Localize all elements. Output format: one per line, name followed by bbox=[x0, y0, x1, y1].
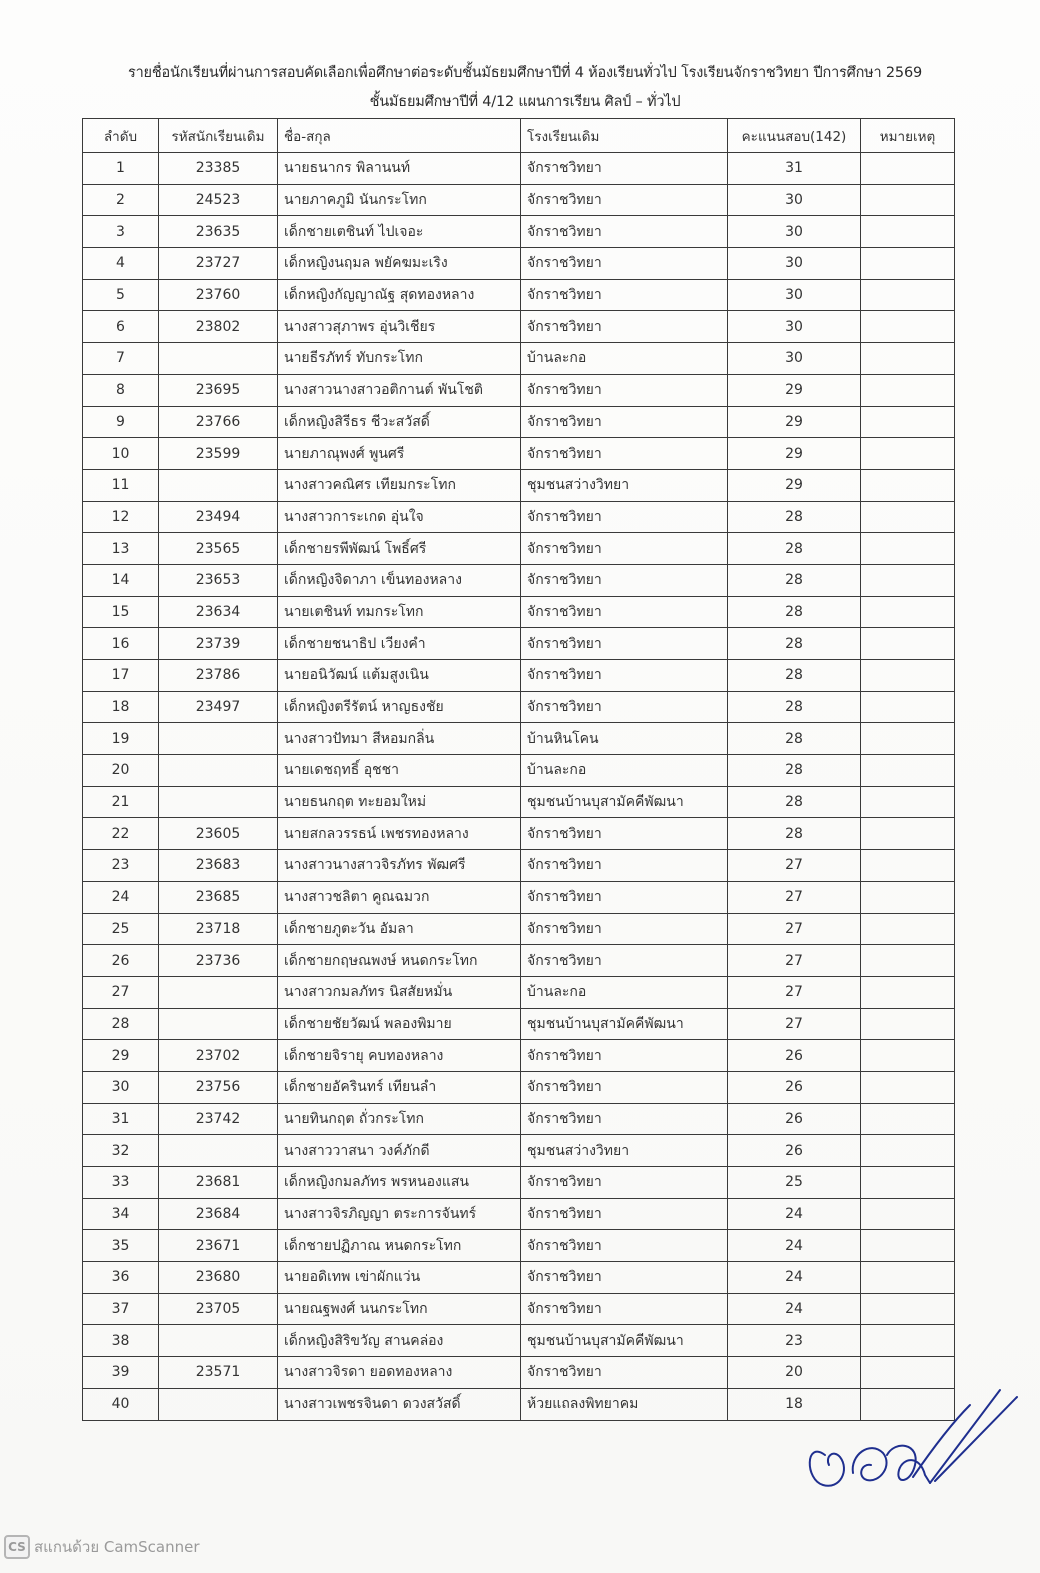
row-student-id bbox=[159, 343, 278, 375]
row-score: 27 bbox=[728, 1008, 861, 1040]
row-number: 13 bbox=[83, 533, 159, 565]
table-row bbox=[83, 564, 955, 596]
row-student-id: 23760 bbox=[159, 279, 278, 311]
row-previous-school: จักราชวิทยา bbox=[521, 691, 728, 723]
table-row bbox=[83, 406, 955, 438]
row-number: 6 bbox=[83, 311, 159, 343]
student-roster-table bbox=[82, 118, 955, 1421]
row-note bbox=[861, 1008, 955, 1040]
row-note bbox=[861, 1293, 955, 1325]
row-note bbox=[861, 755, 955, 787]
row-student-id: 23681 bbox=[159, 1167, 278, 1199]
row-student-id: 23635 bbox=[159, 216, 278, 248]
row-student-id: 23684 bbox=[159, 1198, 278, 1230]
row-student-name: นายธนากร พิลานนท์ bbox=[278, 153, 521, 185]
row-score: 27 bbox=[728, 850, 861, 882]
row-student-name: นางสาวปัทมา สีหอมกลิ่น bbox=[278, 723, 521, 755]
row-student-id: 23802 bbox=[159, 311, 278, 343]
row-student-name: นายเดชฤทธิ์ อุชชา bbox=[278, 755, 521, 787]
row-student-name: เด็กชายปฏิภาณ หนดกระโทก bbox=[278, 1230, 521, 1262]
table-row bbox=[83, 438, 955, 470]
row-previous-school: จักราชวิทยา bbox=[521, 913, 728, 945]
table-row bbox=[83, 279, 955, 311]
row-note bbox=[861, 469, 955, 501]
table-row bbox=[83, 881, 955, 913]
row-student-name: นางสาวคณิศร เทียมกระโทก bbox=[278, 469, 521, 501]
row-previous-school: จักราชวิทยา bbox=[521, 533, 728, 565]
camscanner-watermark bbox=[4, 1534, 200, 1560]
row-number: 38 bbox=[83, 1325, 159, 1357]
row-score: 28 bbox=[728, 564, 861, 596]
row-score: 26 bbox=[728, 1040, 861, 1072]
row-note bbox=[861, 343, 955, 375]
row-previous-school: จักราชวิทยา bbox=[521, 564, 728, 596]
table-body bbox=[83, 153, 955, 1421]
row-score: 26 bbox=[728, 1135, 861, 1167]
table-row bbox=[83, 786, 955, 818]
row-note bbox=[861, 660, 955, 692]
row-note bbox=[861, 976, 955, 1008]
row-student-id: 23718 bbox=[159, 913, 278, 945]
row-number: 9 bbox=[83, 406, 159, 438]
row-number: 31 bbox=[83, 1103, 159, 1135]
row-note bbox=[861, 1040, 955, 1072]
row-student-id bbox=[159, 786, 278, 818]
row-student-name: นางสาวชลิตา คูณฉมวก bbox=[278, 881, 521, 913]
table-header-row bbox=[83, 119, 955, 153]
row-student-name: นางสาวจิรดา ยอดทองหลาง bbox=[278, 1357, 521, 1389]
row-score: 29 bbox=[728, 438, 861, 470]
row-previous-school: จักราชวิทยา bbox=[521, 438, 728, 470]
row-student-id: 23385 bbox=[159, 153, 278, 185]
table-row bbox=[83, 1103, 955, 1135]
table-row bbox=[83, 248, 955, 280]
row-score: 20 bbox=[728, 1357, 861, 1389]
table-row bbox=[83, 850, 955, 882]
row-previous-school: จักราชวิทยา bbox=[521, 945, 728, 977]
row-number: 37 bbox=[83, 1293, 159, 1325]
row-number: 8 bbox=[83, 374, 159, 406]
row-previous-school: ชุมชนบ้านบุสามัคคีพัฒนา bbox=[521, 1008, 728, 1040]
row-note bbox=[861, 945, 955, 977]
row-student-name: เด็กหญิงกมลภัทร พรหนองแสน bbox=[278, 1167, 521, 1199]
row-student-id: 23685 bbox=[159, 881, 278, 913]
row-previous-school: จักราชวิทยา bbox=[521, 850, 728, 882]
row-student-name: เด็กชายชัยวัฒน์ พลองพิมาย bbox=[278, 1008, 521, 1040]
row-student-id bbox=[159, 1008, 278, 1040]
row-previous-school: จักราชวิทยา bbox=[521, 1040, 728, 1072]
row-number: 21 bbox=[83, 786, 159, 818]
row-number: 15 bbox=[83, 596, 159, 628]
row-number: 5 bbox=[83, 279, 159, 311]
row-previous-school: จักราชวิทยา bbox=[521, 1262, 728, 1294]
table-row bbox=[83, 723, 955, 755]
row-score: 27 bbox=[728, 945, 861, 977]
row-student-id: 23599 bbox=[159, 438, 278, 470]
row-score: 24 bbox=[728, 1262, 861, 1294]
row-student-id bbox=[159, 723, 278, 755]
row-score: 18 bbox=[728, 1388, 861, 1420]
row-note bbox=[861, 1167, 955, 1199]
row-score: 25 bbox=[728, 1167, 861, 1199]
row-note bbox=[861, 1230, 955, 1262]
row-score: 27 bbox=[728, 881, 861, 913]
row-score: 24 bbox=[728, 1198, 861, 1230]
row-number: 2 bbox=[83, 184, 159, 216]
row-student-id: 23683 bbox=[159, 850, 278, 882]
row-student-name: นางสาวกมลภัทร นิสสัยหมั่น bbox=[278, 976, 521, 1008]
row-number: 12 bbox=[83, 501, 159, 533]
table-row bbox=[83, 818, 955, 850]
row-note bbox=[861, 438, 955, 470]
row-number: 1 bbox=[83, 153, 159, 185]
row-student-name: นายธีรภัทร์ ทับกระโทก bbox=[278, 343, 521, 375]
row-previous-school: ห้วยแถลงพิทยาคม bbox=[521, 1388, 728, 1420]
table-row bbox=[83, 691, 955, 723]
row-score: 28 bbox=[728, 628, 861, 660]
row-score: 28 bbox=[728, 501, 861, 533]
table-row bbox=[83, 1198, 955, 1230]
row-student-id: 23565 bbox=[159, 533, 278, 565]
row-note bbox=[861, 311, 955, 343]
row-previous-school: จักราชวิทยา bbox=[521, 1167, 728, 1199]
header-note: หมายเหตุ bbox=[861, 119, 955, 153]
row-student-id bbox=[159, 469, 278, 501]
row-score: 28 bbox=[728, 818, 861, 850]
row-number: 25 bbox=[83, 913, 159, 945]
row-student-id: 23705 bbox=[159, 1293, 278, 1325]
row-score: 28 bbox=[728, 596, 861, 628]
row-note bbox=[861, 248, 955, 280]
row-note bbox=[861, 153, 955, 185]
row-number: 26 bbox=[83, 945, 159, 977]
row-score: 30 bbox=[728, 311, 861, 343]
header-no: ลำดับ bbox=[83, 119, 159, 153]
row-score: 23 bbox=[728, 1325, 861, 1357]
row-previous-school: จักราชวิทยา bbox=[521, 1071, 728, 1103]
table-row bbox=[83, 1040, 955, 1072]
row-note bbox=[861, 1357, 955, 1389]
row-student-name: เด็กชายภูตะวัน อัมลา bbox=[278, 913, 521, 945]
watermark-label: สแกนด้วย CamScanner bbox=[34, 1538, 200, 1556]
row-note bbox=[861, 881, 955, 913]
row-note bbox=[861, 501, 955, 533]
row-number: 24 bbox=[83, 881, 159, 913]
row-number: 23 bbox=[83, 850, 159, 882]
row-previous-school: จักราชวิทยา bbox=[521, 660, 728, 692]
row-score: 29 bbox=[728, 406, 861, 438]
row-student-id: 23702 bbox=[159, 1040, 278, 1072]
row-student-id: 23736 bbox=[159, 945, 278, 977]
table-row bbox=[83, 1357, 955, 1389]
row-student-id: 23680 bbox=[159, 1262, 278, 1294]
header-score: คะแนนสอบ(142) bbox=[728, 119, 861, 153]
row-student-name: เด็กหญิงนฤมล พยัคฆมะเริง bbox=[278, 248, 521, 280]
row-number: 4 bbox=[83, 248, 159, 280]
header-name: ชื่อ-สกุล bbox=[278, 119, 521, 153]
row-previous-school: บ้านละกอ bbox=[521, 976, 728, 1008]
table-row bbox=[83, 1167, 955, 1199]
row-score: 30 bbox=[728, 248, 861, 280]
row-student-name: นางสาวนางสาวจิรภัทร พัฒศรี bbox=[278, 850, 521, 882]
row-number: 18 bbox=[83, 691, 159, 723]
row-student-name: เด็กชายชนาธิป เวียงคำ bbox=[278, 628, 521, 660]
row-previous-school: จักราชวิทยา bbox=[521, 501, 728, 533]
row-number: 35 bbox=[83, 1230, 159, 1262]
row-number: 7 bbox=[83, 343, 159, 375]
row-previous-school: ชุมชนบ้านบุสามัคคีพัฒนา bbox=[521, 786, 728, 818]
document-title: รายชื่อนักเรียนที่ผ่านการสอบคัดเลือกเพื่อศึกษาต่อระดับชั้นมัธยมศึกษาปีที่ 4 ห้องเรียนทั่วไป โรงเรียนจักราชวิทยา ปีการศึกษา 2569 bbox=[128, 65, 922, 81]
table-row bbox=[83, 1262, 955, 1294]
row-student-name: นายณฐพงศ์ นนกระโทก bbox=[278, 1293, 521, 1325]
table-row bbox=[83, 1008, 955, 1040]
row-number: 28 bbox=[83, 1008, 159, 1040]
table-row bbox=[83, 184, 955, 216]
row-number: 29 bbox=[83, 1040, 159, 1072]
row-note bbox=[861, 533, 955, 565]
row-number: 36 bbox=[83, 1262, 159, 1294]
table-row bbox=[83, 1325, 955, 1357]
row-student-name: นางสาวจิรภิญญา ตระการจันทร์ bbox=[278, 1198, 521, 1230]
row-previous-school: ชุมชนบ้านบุสามัคคีพัฒนา bbox=[521, 1325, 728, 1357]
row-score: 28 bbox=[728, 691, 861, 723]
row-student-id: 23739 bbox=[159, 628, 278, 660]
row-student-name: เด็กหญิงตรีรัตน์ หาญธงชัย bbox=[278, 691, 521, 723]
row-score: 28 bbox=[728, 723, 861, 755]
row-student-name: นายธนกฤต ทะยอมใหม่ bbox=[278, 786, 521, 818]
row-previous-school: จักราชวิทยา bbox=[521, 1198, 728, 1230]
row-note bbox=[861, 406, 955, 438]
row-student-name: เด็กหญิงสิรีธร ชีวะสวัสดิ์ bbox=[278, 406, 521, 438]
row-student-id: 24523 bbox=[159, 184, 278, 216]
row-number: 14 bbox=[83, 564, 159, 596]
row-student-id: 23653 bbox=[159, 564, 278, 596]
row-student-name: นายอดิเทพ เข่าผักแว่น bbox=[278, 1262, 521, 1294]
row-previous-school: บ้านละกอ bbox=[521, 343, 728, 375]
table-row bbox=[83, 311, 955, 343]
row-note bbox=[861, 184, 955, 216]
row-score: 29 bbox=[728, 469, 861, 501]
row-student-name: นายทินกฤต ถั่วกระโทก bbox=[278, 1103, 521, 1135]
row-student-name: เด็กหญิงสิริขวัญ สานคล่อง bbox=[278, 1325, 521, 1357]
row-note bbox=[861, 850, 955, 882]
row-number: 3 bbox=[83, 216, 159, 248]
row-note bbox=[861, 723, 955, 755]
row-note bbox=[861, 1262, 955, 1294]
row-note bbox=[861, 374, 955, 406]
table-row bbox=[83, 343, 955, 375]
row-number: 20 bbox=[83, 755, 159, 787]
row-score: 28 bbox=[728, 660, 861, 692]
table-row bbox=[83, 469, 955, 501]
row-score: 27 bbox=[728, 913, 861, 945]
row-student-id: 23571 bbox=[159, 1357, 278, 1389]
row-previous-school: จักราชวิทยา bbox=[521, 628, 728, 660]
row-student-id bbox=[159, 755, 278, 787]
row-previous-school: จักราชวิทยา bbox=[521, 1357, 728, 1389]
row-score: 30 bbox=[728, 343, 861, 375]
header-school: โรงเรียนเดิม bbox=[521, 119, 728, 153]
camscanner-logo-icon: CS bbox=[4, 1535, 30, 1559]
header-student-id: รหัสนักเรียนเดิม bbox=[159, 119, 278, 153]
row-score: 26 bbox=[728, 1103, 861, 1135]
row-score: 28 bbox=[728, 533, 861, 565]
row-student-id bbox=[159, 1388, 278, 1420]
row-student-name: เด็กชายรพีพัฒน์ โพธิ์ศรี bbox=[278, 533, 521, 565]
row-student-id: 23605 bbox=[159, 818, 278, 850]
row-student-name: เด็กหญิงกัญญาณัฐ สุดทองหลาง bbox=[278, 279, 521, 311]
row-score: 28 bbox=[728, 786, 861, 818]
row-note bbox=[861, 628, 955, 660]
row-previous-school: จักราชวิทยา bbox=[521, 818, 728, 850]
row-note bbox=[861, 1103, 955, 1135]
row-note bbox=[861, 216, 955, 248]
row-student-name: นายภาคภูมิ นันกระโทก bbox=[278, 184, 521, 216]
row-score: 28 bbox=[728, 755, 861, 787]
row-previous-school: จักราชวิทยา bbox=[521, 248, 728, 280]
row-note bbox=[861, 279, 955, 311]
table-row bbox=[83, 1071, 955, 1103]
table-row bbox=[83, 628, 955, 660]
row-score: 27 bbox=[728, 976, 861, 1008]
row-score: 30 bbox=[728, 279, 861, 311]
row-student-id: 23497 bbox=[159, 691, 278, 723]
row-number: 34 bbox=[83, 1198, 159, 1230]
row-student-name: นางสาววาสนา วงค์ภักดี bbox=[278, 1135, 521, 1167]
row-student-id bbox=[159, 1135, 278, 1167]
row-previous-school: จักราชวิทยา bbox=[521, 311, 728, 343]
table-row bbox=[83, 1135, 955, 1167]
row-student-id: 23671 bbox=[159, 1230, 278, 1262]
table-row bbox=[83, 1230, 955, 1262]
row-student-name: นายภาณุพงศ์ พูนศรี bbox=[278, 438, 521, 470]
table-row bbox=[83, 1293, 955, 1325]
row-note bbox=[861, 786, 955, 818]
row-note bbox=[861, 1071, 955, 1103]
row-student-id: 23766 bbox=[159, 406, 278, 438]
table-row bbox=[83, 976, 955, 1008]
row-student-id: 23756 bbox=[159, 1071, 278, 1103]
row-previous-school: จักราชวิทยา bbox=[521, 406, 728, 438]
row-previous-school: ชุมชนสว่างวิทยา bbox=[521, 1135, 728, 1167]
row-previous-school: จักราชวิทยา bbox=[521, 1230, 728, 1262]
row-student-name: เด็กชายกฤษณพงษ์ หนดกระโทก bbox=[278, 945, 521, 977]
row-note bbox=[861, 691, 955, 723]
row-student-name: นายอนิวัฒน์ แต้มสูงเนิน bbox=[278, 660, 521, 692]
row-score: 30 bbox=[728, 184, 861, 216]
row-number: 19 bbox=[83, 723, 159, 755]
row-score: 26 bbox=[728, 1071, 861, 1103]
row-number: 16 bbox=[83, 628, 159, 660]
row-student-id: 23742 bbox=[159, 1103, 278, 1135]
row-number: 10 bbox=[83, 438, 159, 470]
row-student-name: เด็กชายเตชินท์ ไปเจอะ bbox=[278, 216, 521, 248]
row-student-id: 23695 bbox=[159, 374, 278, 406]
row-note bbox=[861, 818, 955, 850]
row-previous-school: ชุมชนสว่างวิทยา bbox=[521, 469, 728, 501]
row-previous-school: จักราชวิทยา bbox=[521, 881, 728, 913]
row-student-id bbox=[159, 1325, 278, 1357]
row-previous-school: จักราชวิทยา bbox=[521, 279, 728, 311]
table-row bbox=[83, 374, 955, 406]
table-row bbox=[83, 755, 955, 787]
row-student-name: เด็กหญิงจิดาภา เข็นทองหลาง bbox=[278, 564, 521, 596]
row-number: 17 bbox=[83, 660, 159, 692]
row-student-id: 23786 bbox=[159, 660, 278, 692]
row-note bbox=[861, 1325, 955, 1357]
row-student-id bbox=[159, 976, 278, 1008]
row-student-name: นางสาวเพชรจินดา ดวงสวัสดิ์ bbox=[278, 1388, 521, 1420]
row-number: 33 bbox=[83, 1167, 159, 1199]
row-previous-school: จักราชวิทยา bbox=[521, 216, 728, 248]
table-row bbox=[83, 660, 955, 692]
row-number: 27 bbox=[83, 976, 159, 1008]
row-number: 40 bbox=[83, 1388, 159, 1420]
row-note bbox=[861, 596, 955, 628]
row-previous-school: จักราชวิทยา bbox=[521, 184, 728, 216]
row-number: 11 bbox=[83, 469, 159, 501]
row-previous-school: จักราชวิทยา bbox=[521, 1293, 728, 1325]
row-score: 24 bbox=[728, 1293, 861, 1325]
row-note bbox=[861, 1135, 955, 1167]
row-student-name: นางสาวนางสาวอติกานต์ พันโชติ bbox=[278, 374, 521, 406]
row-score: 29 bbox=[728, 374, 861, 406]
row-number: 39 bbox=[83, 1357, 159, 1389]
row-note bbox=[861, 913, 955, 945]
table-row bbox=[83, 945, 955, 977]
row-student-name: นางสาวสุภาพร อุ่นวิเชียร bbox=[278, 311, 521, 343]
row-student-id: 23494 bbox=[159, 501, 278, 533]
row-student-id: 23727 bbox=[159, 248, 278, 280]
row-number: 30 bbox=[83, 1071, 159, 1103]
row-previous-school: จักราชวิทยา bbox=[521, 1103, 728, 1135]
row-previous-school: บ้านหินโคน bbox=[521, 723, 728, 755]
table-row bbox=[83, 153, 955, 185]
row-student-id: 23634 bbox=[159, 596, 278, 628]
signature-icon bbox=[795, 1385, 1025, 1500]
row-note bbox=[861, 564, 955, 596]
row-note bbox=[861, 1198, 955, 1230]
row-previous-school: บ้านละกอ bbox=[521, 755, 728, 787]
row-number: 22 bbox=[83, 818, 159, 850]
table-row bbox=[83, 533, 955, 565]
table-row bbox=[83, 596, 955, 628]
table-row bbox=[83, 501, 955, 533]
row-student-name: นางสาวการะเกด อุ่นใจ bbox=[278, 501, 521, 533]
table-row bbox=[83, 913, 955, 945]
row-score: 24 bbox=[728, 1230, 861, 1262]
row-previous-school: จักราชวิทยา bbox=[521, 596, 728, 628]
row-score: 31 bbox=[728, 153, 861, 185]
row-student-name: เด็กชายจิรายุ คบทองหลาง bbox=[278, 1040, 521, 1072]
row-previous-school: จักราชวิทยา bbox=[521, 374, 728, 406]
row-student-name: นายสกลวรรธน์ เพชรทองหลาง bbox=[278, 818, 521, 850]
row-student-name: เด็กชายอัครินทร์ เทียนลำ bbox=[278, 1071, 521, 1103]
row-score: 30 bbox=[728, 216, 861, 248]
document-subtitle: ชั้นมัธยมศึกษาปีที่ 4/12 แผนการเรียน ศิลป์ – ทั่วไป bbox=[369, 94, 681, 110]
row-student-name: นายเตชินท์ ทมกระโทก bbox=[278, 596, 521, 628]
table-row bbox=[83, 216, 955, 248]
row-previous-school: จักราชวิทยา bbox=[521, 153, 728, 185]
row-number: 32 bbox=[83, 1135, 159, 1167]
